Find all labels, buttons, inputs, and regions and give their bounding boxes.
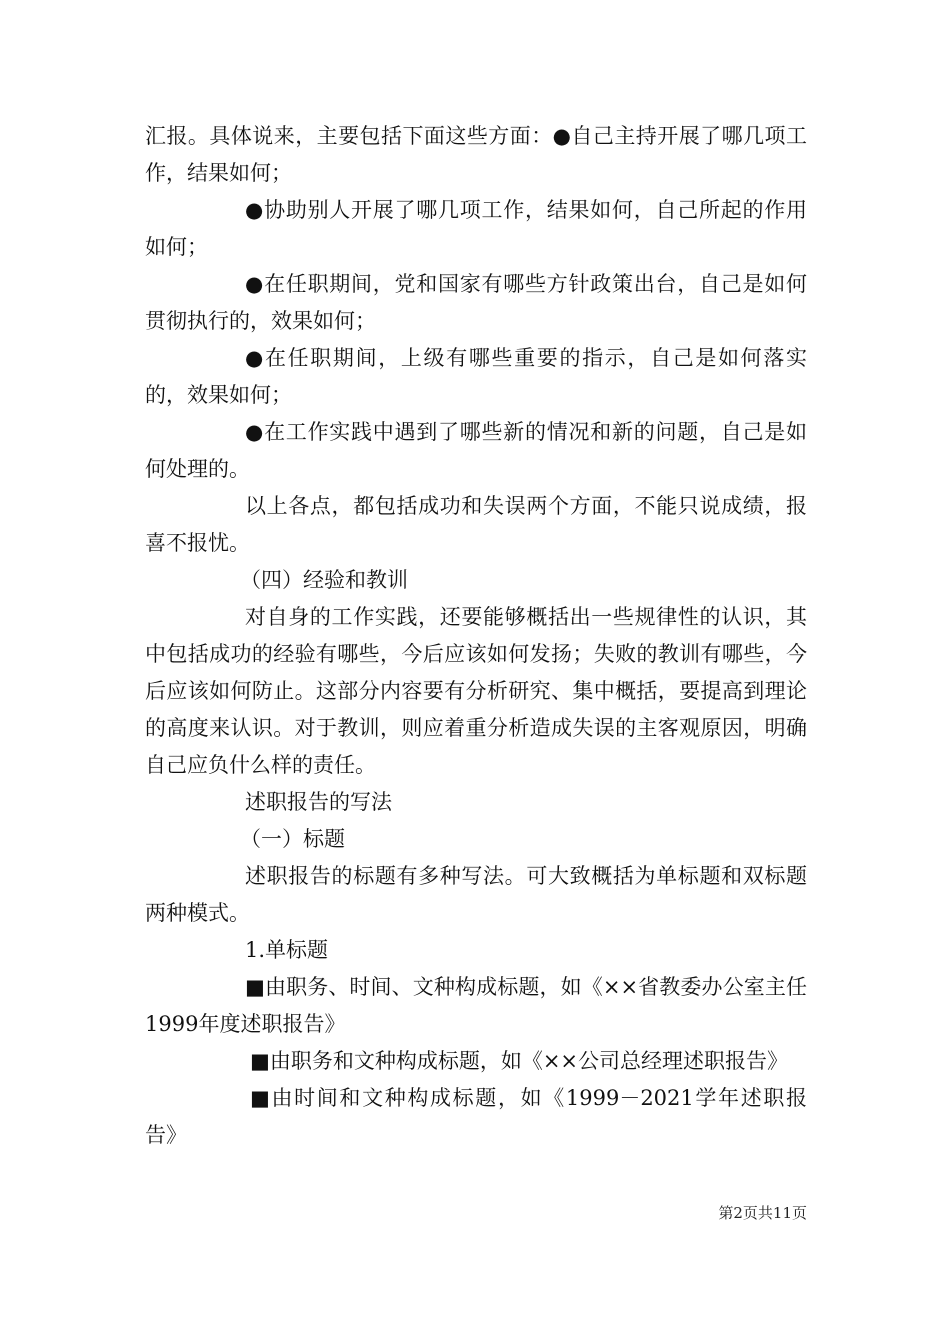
paragraph-bullet-policy: ●在任职期间，党和国家有哪些方针政策出台，自己是如何贯彻执行的，效果如何； [145, 272, 807, 333]
paragraph-title-intro: 述职报告的标题有多种写法。可大致概括为单标题和双标题两种模式。 [145, 864, 807, 925]
paragraph-square-bullet-1: ■由职务、时间、文种构成标题，如《××省教委办公室主任1999年度述职报告》 [145, 975, 807, 1036]
paragraph-continuation: 汇报。具体说来，主要包括下面这些方面：●自己主持开展了哪几项工作，结果如何； [145, 124, 807, 185]
page-number-footer: 第2页共11页 [718, 1204, 807, 1222]
section-heading-title: （一）标题 [240, 827, 345, 851]
paragraph-bullet-new-issues: ●在工作实践中遇到了哪些新的情况和新的问题，自己是如何处理的。 [145, 420, 807, 481]
document-body [145, 118, 807, 1154]
paragraph-experience: 对自身的工作实践，还要能够概括出一些规律性的认识，其中包括成功的经验有哪些，今后应该如何发扬；失败的教训有哪些，今后应该如何防止。这部分内容要有分析研究、集中概括，要提高到理论的高度来认识。对于教训，则应着重分析造成失误的主客观原因，明确自己应负什么样的责任。 [145, 605, 807, 777]
paragraph-bullet-instructions: ●在任职期间，上级有哪些重要的指示，自己是如何落实的，效果如何； [145, 346, 807, 407]
paragraph-square-bullet-3: ■由时间和文种构成标题，如《1999－2021学年述职报告》 [145, 1086, 807, 1147]
paragraph-bullet-assist: ●协助别人开展了哪几项工作，结果如何，自己所起的作用如何； [145, 198, 807, 259]
subheading-single-title: 1.单标题 [245, 938, 329, 962]
section-heading-writing: 述职报告的写法 [245, 790, 392, 814]
paragraph-square-bullet-2: ■由职务和文种构成标题，如《××公司总经理述职报告》 [250, 1049, 789, 1073]
section-heading-experience: （四）经验和教训 [240, 568, 408, 592]
paragraph-summary: 以上各点，都包括成功和失误两个方面，不能只说成绩，报喜不报忧。 [145, 494, 807, 555]
